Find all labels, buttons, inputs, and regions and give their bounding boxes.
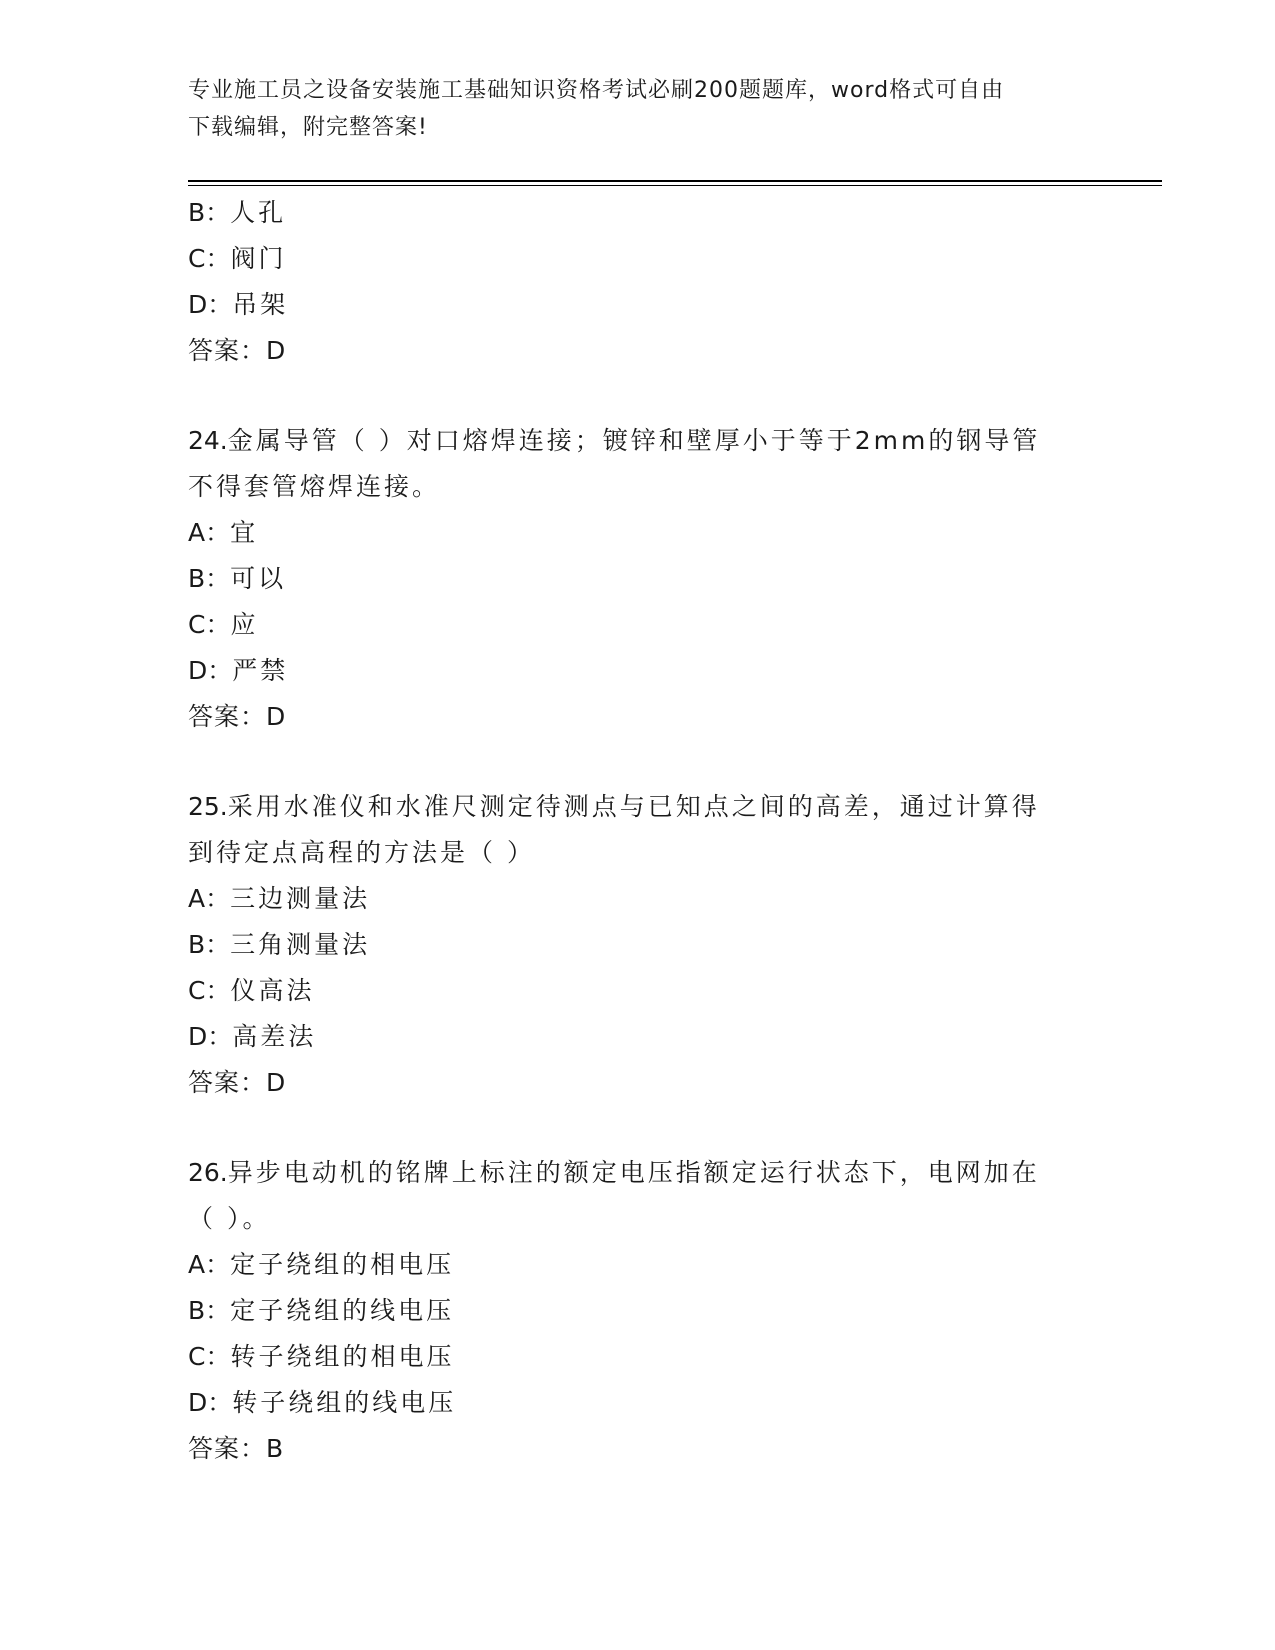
- option-b: [188, 190, 1088, 236]
- option-d: [188, 1380, 1088, 1426]
- option-c: [188, 968, 1088, 1014]
- option-d: [188, 282, 1088, 328]
- option-b: [188, 922, 1088, 968]
- option-d: [188, 648, 1088, 694]
- option-letter: C：: [188, 1342, 231, 1371]
- question-text-line-2: （ ）。: [188, 1204, 271, 1233]
- option-letter: B：: [188, 564, 231, 593]
- document-body: [188, 190, 1088, 1472]
- question-26: [188, 1150, 1088, 1472]
- option-text: 应: [230, 610, 259, 639]
- option-text: 吊架: [232, 290, 289, 319]
- answer-line: 答案：B: [188, 1434, 285, 1463]
- question-text-line-2: 到待定点高程的方法是（ ）: [188, 838, 535, 867]
- option-letter: D：: [188, 1022, 233, 1051]
- option-text: 宜: [230, 518, 259, 547]
- question-text-line-1: 金属导管（ ）对口熔焊连接；镀锌和壁厚小于等于2mm的钢导管: [227, 426, 1041, 455]
- option-text: 严禁: [232, 656, 289, 685]
- question-text-line-1: 采用水准仪和水准尺测定待测点与已知点之间的高差，通过计算得: [227, 792, 1040, 821]
- question-25: [188, 784, 1088, 1106]
- question-24: [188, 418, 1088, 740]
- document-header: [188, 72, 1068, 146]
- question-text: [188, 1150, 1088, 1242]
- answer-line: 答案：D: [188, 336, 287, 365]
- option-text: 阀门: [230, 244, 287, 273]
- option-letter: B：: [188, 930, 231, 959]
- option-letter: A：: [188, 1250, 231, 1279]
- option-letter: B：: [188, 198, 231, 227]
- option-letter: C：: [188, 244, 231, 273]
- header-divider-thick: [188, 180, 1162, 182]
- option-letter: D：: [188, 656, 233, 685]
- option-b: [188, 556, 1088, 602]
- question-text: [188, 418, 1088, 510]
- option-text: 仪高法: [230, 976, 315, 1005]
- option-text: 可以: [230, 564, 287, 593]
- question-text: [188, 784, 1088, 876]
- question-number: 26.: [188, 1158, 228, 1187]
- option-text: 转子绕组的线电压: [232, 1388, 457, 1417]
- option-c: [188, 236, 1088, 282]
- option-letter: D：: [188, 1388, 233, 1417]
- option-d: [188, 1014, 1088, 1060]
- option-text: 定子绕组的线电压: [230, 1296, 455, 1325]
- option-text: 三角测量法: [230, 930, 371, 959]
- question-text-line-2: 不得套管熔焊连接。: [188, 472, 441, 501]
- header-title-line-2: 下载编辑，附完整答案!: [188, 115, 428, 140]
- option-c: [188, 1334, 1088, 1380]
- option-text: 定子绕组的相电压: [230, 1250, 455, 1279]
- option-letter: A：: [188, 518, 231, 547]
- answer-line: 答案：D: [188, 702, 287, 731]
- option-c: [188, 602, 1088, 648]
- question-text-line-1: 异步电动机的铭牌上标注的额定电压指额定运行状态下，电网加在: [227, 1158, 1040, 1187]
- option-letter: A：: [188, 884, 231, 913]
- option-text: 转子绕组的相电压: [230, 1342, 455, 1371]
- header-divider-thin: [188, 185, 1162, 186]
- option-text: 三边测量法: [230, 884, 371, 913]
- option-a: [188, 876, 1088, 922]
- option-b: [188, 1288, 1088, 1334]
- header-title-line-1: 专业施工员之设备安装施工基础知识资格考试必刷200题题库，word格式可自由: [188, 78, 1005, 103]
- option-text: 高差法: [232, 1022, 317, 1051]
- option-text: 人孔: [230, 198, 287, 227]
- question-23-partial: [188, 190, 1088, 374]
- question-number: 25.: [188, 792, 228, 821]
- option-letter: C：: [188, 610, 231, 639]
- question-number: 24.: [188, 426, 228, 455]
- option-letter: B：: [188, 1296, 231, 1325]
- option-a: [188, 1242, 1088, 1288]
- option-a: [188, 510, 1088, 556]
- option-letter: C：: [188, 976, 231, 1005]
- option-letter: D：: [188, 290, 233, 319]
- answer-line: 答案：D: [188, 1068, 287, 1097]
